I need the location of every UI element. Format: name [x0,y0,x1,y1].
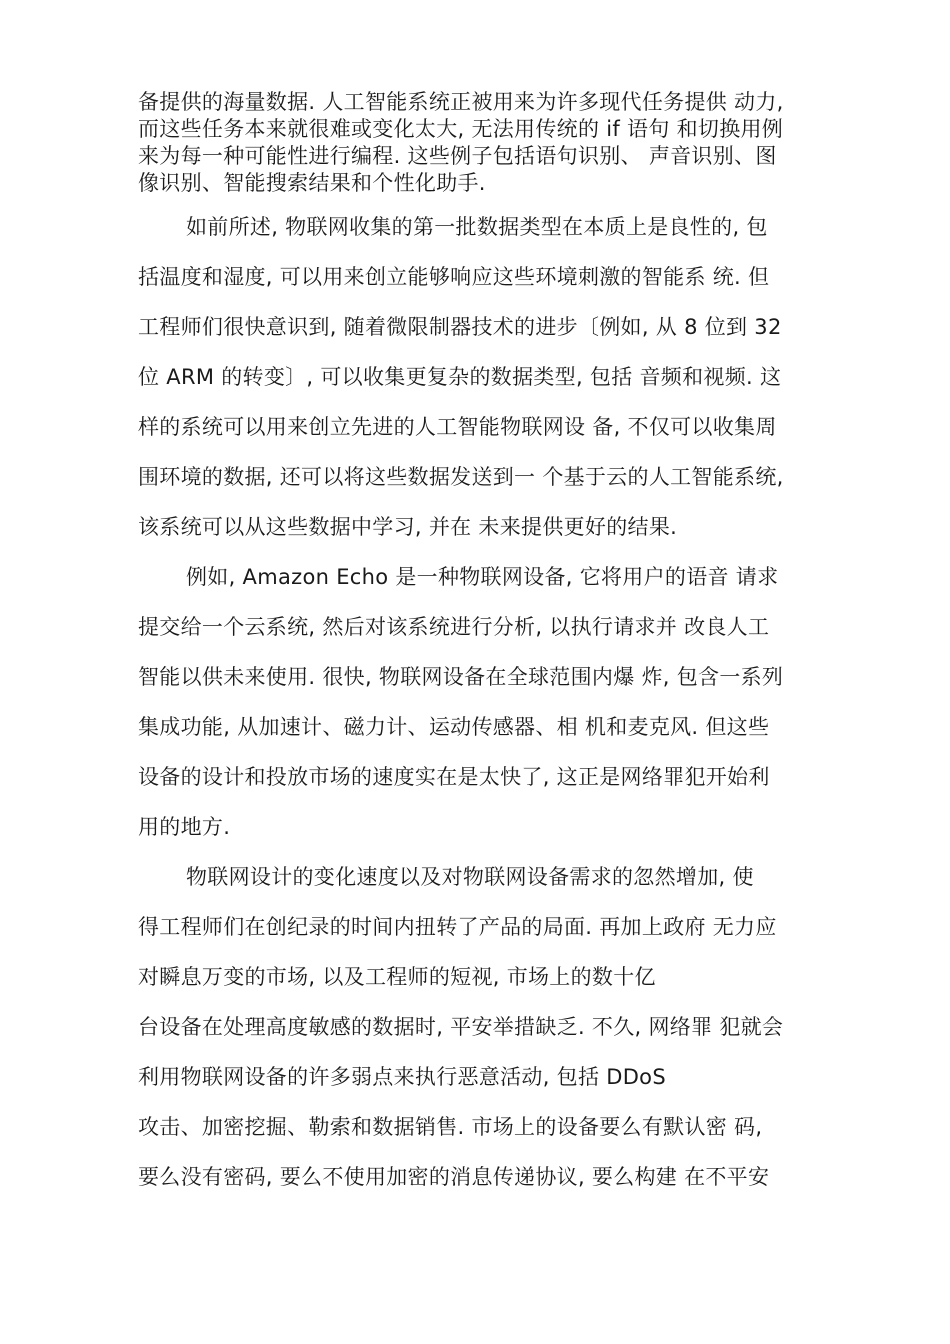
text-line: 而这些任务本来就很难或变化太大, 无法用传统的 if 语句 和切换用例 [138,117,784,141]
paragraph-first-line: 如前所述, 物联网收集的第一批数据类型在本质上是良性的, 包 [186,215,768,239]
text-line: 备提供的海量数据. 人工智能系统正被用来为许多现代任务提供 动力, [138,90,784,114]
text-line: 集成功能, 从加速计、磁力计、运动传感器、相 机和麦克风. 但这些 [138,715,770,739]
text-line: 利用物联网设备的许多弱点来执行恶意活动, 包括 DDoS [138,1065,666,1089]
paragraph-first-line: 物联网设计的变化速度以及对物联网设备需求的忽然增加, 使 [186,865,754,889]
text-line: 围环境的数据, 还可以将这些数据发送到一 个基于云的人工智能系统, [138,465,784,489]
text-line: 智能以供未来使用. 很快, 物联网设备在全球范围内爆 炸, 包含一系列 [138,665,784,689]
text-line: 该系统可以从这些数据中学习, 并在 未来提供更好的结果. [138,515,678,539]
text-line: 攻击、加密挖掘、勒索和数据销售. 市场上的设备要么有默认密 码, [138,1115,763,1139]
text-line: 台设备在处理高度敏感的数据时, 平安举措缺乏. 不久, 网络罪 犯就会 [138,1015,784,1039]
text-line: 工程师们很快意识到, 随着微限制器技术的进步〔例如, 从 8 位到 32 [138,315,782,339]
text-line: 要么没有密码, 要么不使用加密的消息传递协议, 要么构建 在不平安 [138,1165,770,1189]
text-line: 位 ARM 的转变〕, 可以收集更复杂的数据类型, 包括 音频和视频. 这 [138,365,782,389]
text-line: 括温度和湿度, 可以用来创立能够响应这些环境刺激的智能系 统. 但 [138,265,770,289]
text-line: 用的地方. [138,815,231,839]
text-line: 样的系统可以用来创立先进的人工智能物联网设 备, 不仅可以收集周 [138,415,777,439]
text-line: 得工程师们在创纪录的时间内扭转了产品的局面. 再加上政府 无力应 [138,915,777,939]
text-line: 设备的设计和投放市场的速度实在是太快了, 这正是网络罪犯开始利 [138,765,770,789]
paragraph-first-line: 例如, Amazon Echo 是一种物联网设备, 它将用户的语音 请求 [186,565,779,589]
text-line: 来为每一种可能性进行编程. 这些例子包括语句识别、 声音识别、图 [138,144,777,168]
text-line: 提交给一个云系统, 然后对该系统进行分析, 以执行请求并 改良人工 [138,615,770,639]
text-line: 像识别、智能搜索结果和个性化助手. [138,171,486,195]
text-line: 对瞬息万变的市场, 以及工程师的短视, 市场上的数十亿 [138,965,656,989]
